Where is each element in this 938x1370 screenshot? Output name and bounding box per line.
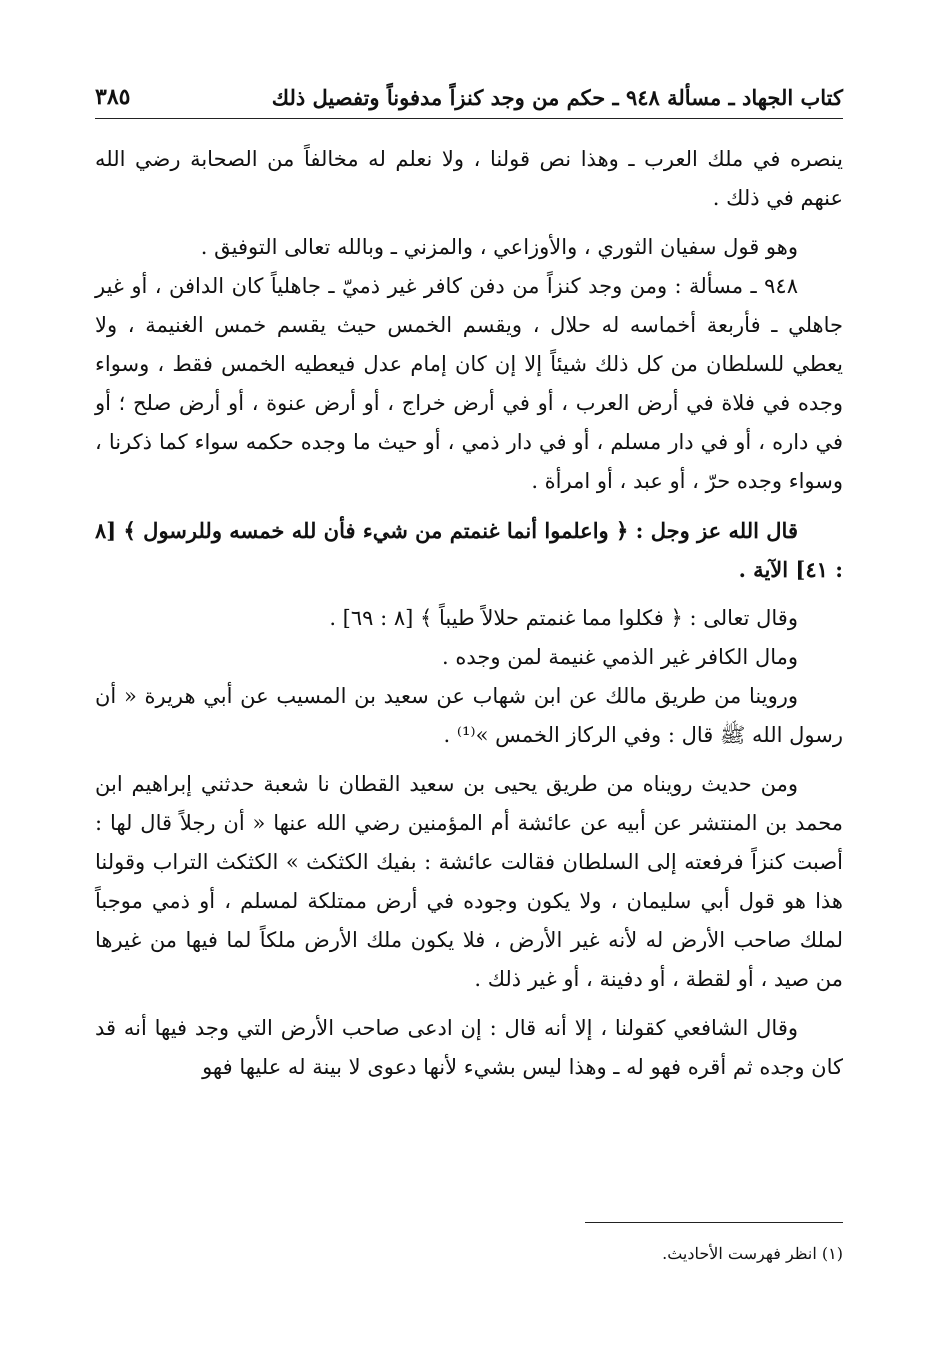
quran-verse: قال الله عز وجل : ﴿ واعلموا أنما غنمتم من شيء فأن لله خمسه وللرسول ﴾ [٨ : ٤١] الآية . [95,518,843,582]
page-number: ٣٨٥ [95,84,131,110]
hadith-paragraph: ومن حديث رويناه من طريق يحيى بن سعيد القطان نا شعبة حدثني إبراهيم ابن محمد بن المنتشر عن أبيه عن عائشة أم المؤمنين رضي الله عنها « أن رجلاً قال لها : أصبت كنزاً فرفعته إلى السلطان فقالت عائشة : بفيك الكثكث » الكثكث التراب وقولنا هذا هو قول أبي سليمان ، ولا يكون وجوده في أرض ممتلكة لمسلم ، أو ذمي موجباً لملك صاحب الأرض له لأنه غير الأرض ، فلا يكون ملك الأرض ملكاً لما فيها من غيرها من صيد ، أو لقطة ، أو دفينة ، أو غير ذلك . [95,772,843,991]
footnote-rule [585,1222,843,1223]
paragraph: ومال الكافر غير الذمي غنيمة لمن وجده . [442,645,798,669]
footnote: (١) انظر فهرست الأحاديث. [662,1244,843,1263]
paragraph: وقال الشافعي كقولنا ، إلا أنه قال : إن ادعى صاحب الأرض التي وجد فيها أنه قد كان وجده ثم أقره فهو له ـ وهذا ليس بشيء لأنها دعوى لا بينة له عليها فهو [95,1016,843,1079]
hadith-paragraph: وروينا من طريق مالك عن ابن شهاب عن سعيد بن المسيب عن أبي هريرة « أن رسول الله ﷺ قال : وفي الركاز الخمس »⁽¹⁾ . [95,684,843,747]
header-rule [95,118,843,119]
main-text [95,140,843,1087]
paragraph: ينصره في ملك العرب ـ وهذا نص قولنا ، ولا نعلم له مخالفاً من الصحابة رضي الله عنهم في ذلك . [95,147,843,210]
paragraph: وهو قول سفيان الثوري ، والأوزاعي ، والمزني ـ وبالله تعالى التوفيق . [200,235,798,259]
quran-verse: وقال تعالى : ﴿ فكلوا مما غنمتم حلالاً طيباً ﴾ [٨ : ٦٩] . [329,606,798,630]
running-header [95,70,843,110]
header-title: كتاب الجهاد ـ مسألة ٩٤٨ ـ حكم من وجد كنزاً مدفوناً وتفصيل ذلك [271,85,843,110]
issue-948-paragraph: ٩٤٨ ـ مسألة : ومن وجد كنزاً من دفن كافر غير ذميّ ـ جاهلياً كان الدافن ، أو غير جاهلي ـ فأربعة أخماسه له حلال ، ويقسم الخمس حيث يقسم خمس الغنيمة ، ولا يعطي للسلطان من كل ذلك شيئاً إلا إن كان إمام عدل فيعطيه الخمس فقط ، وسواء وجده في فلاة في أرض العرب ، أو في أرض خراج ، أو أرض عنوة ، أو أرض صلح ؛ أو في داره ، أو في دار مسلم ، أو في دار ذمي ، أو حيث ما وجده حكمه سواء كما ذكرنا ، وسواء وجده حرّ ، أو عبد ، أو امرأة . [95,274,843,493]
